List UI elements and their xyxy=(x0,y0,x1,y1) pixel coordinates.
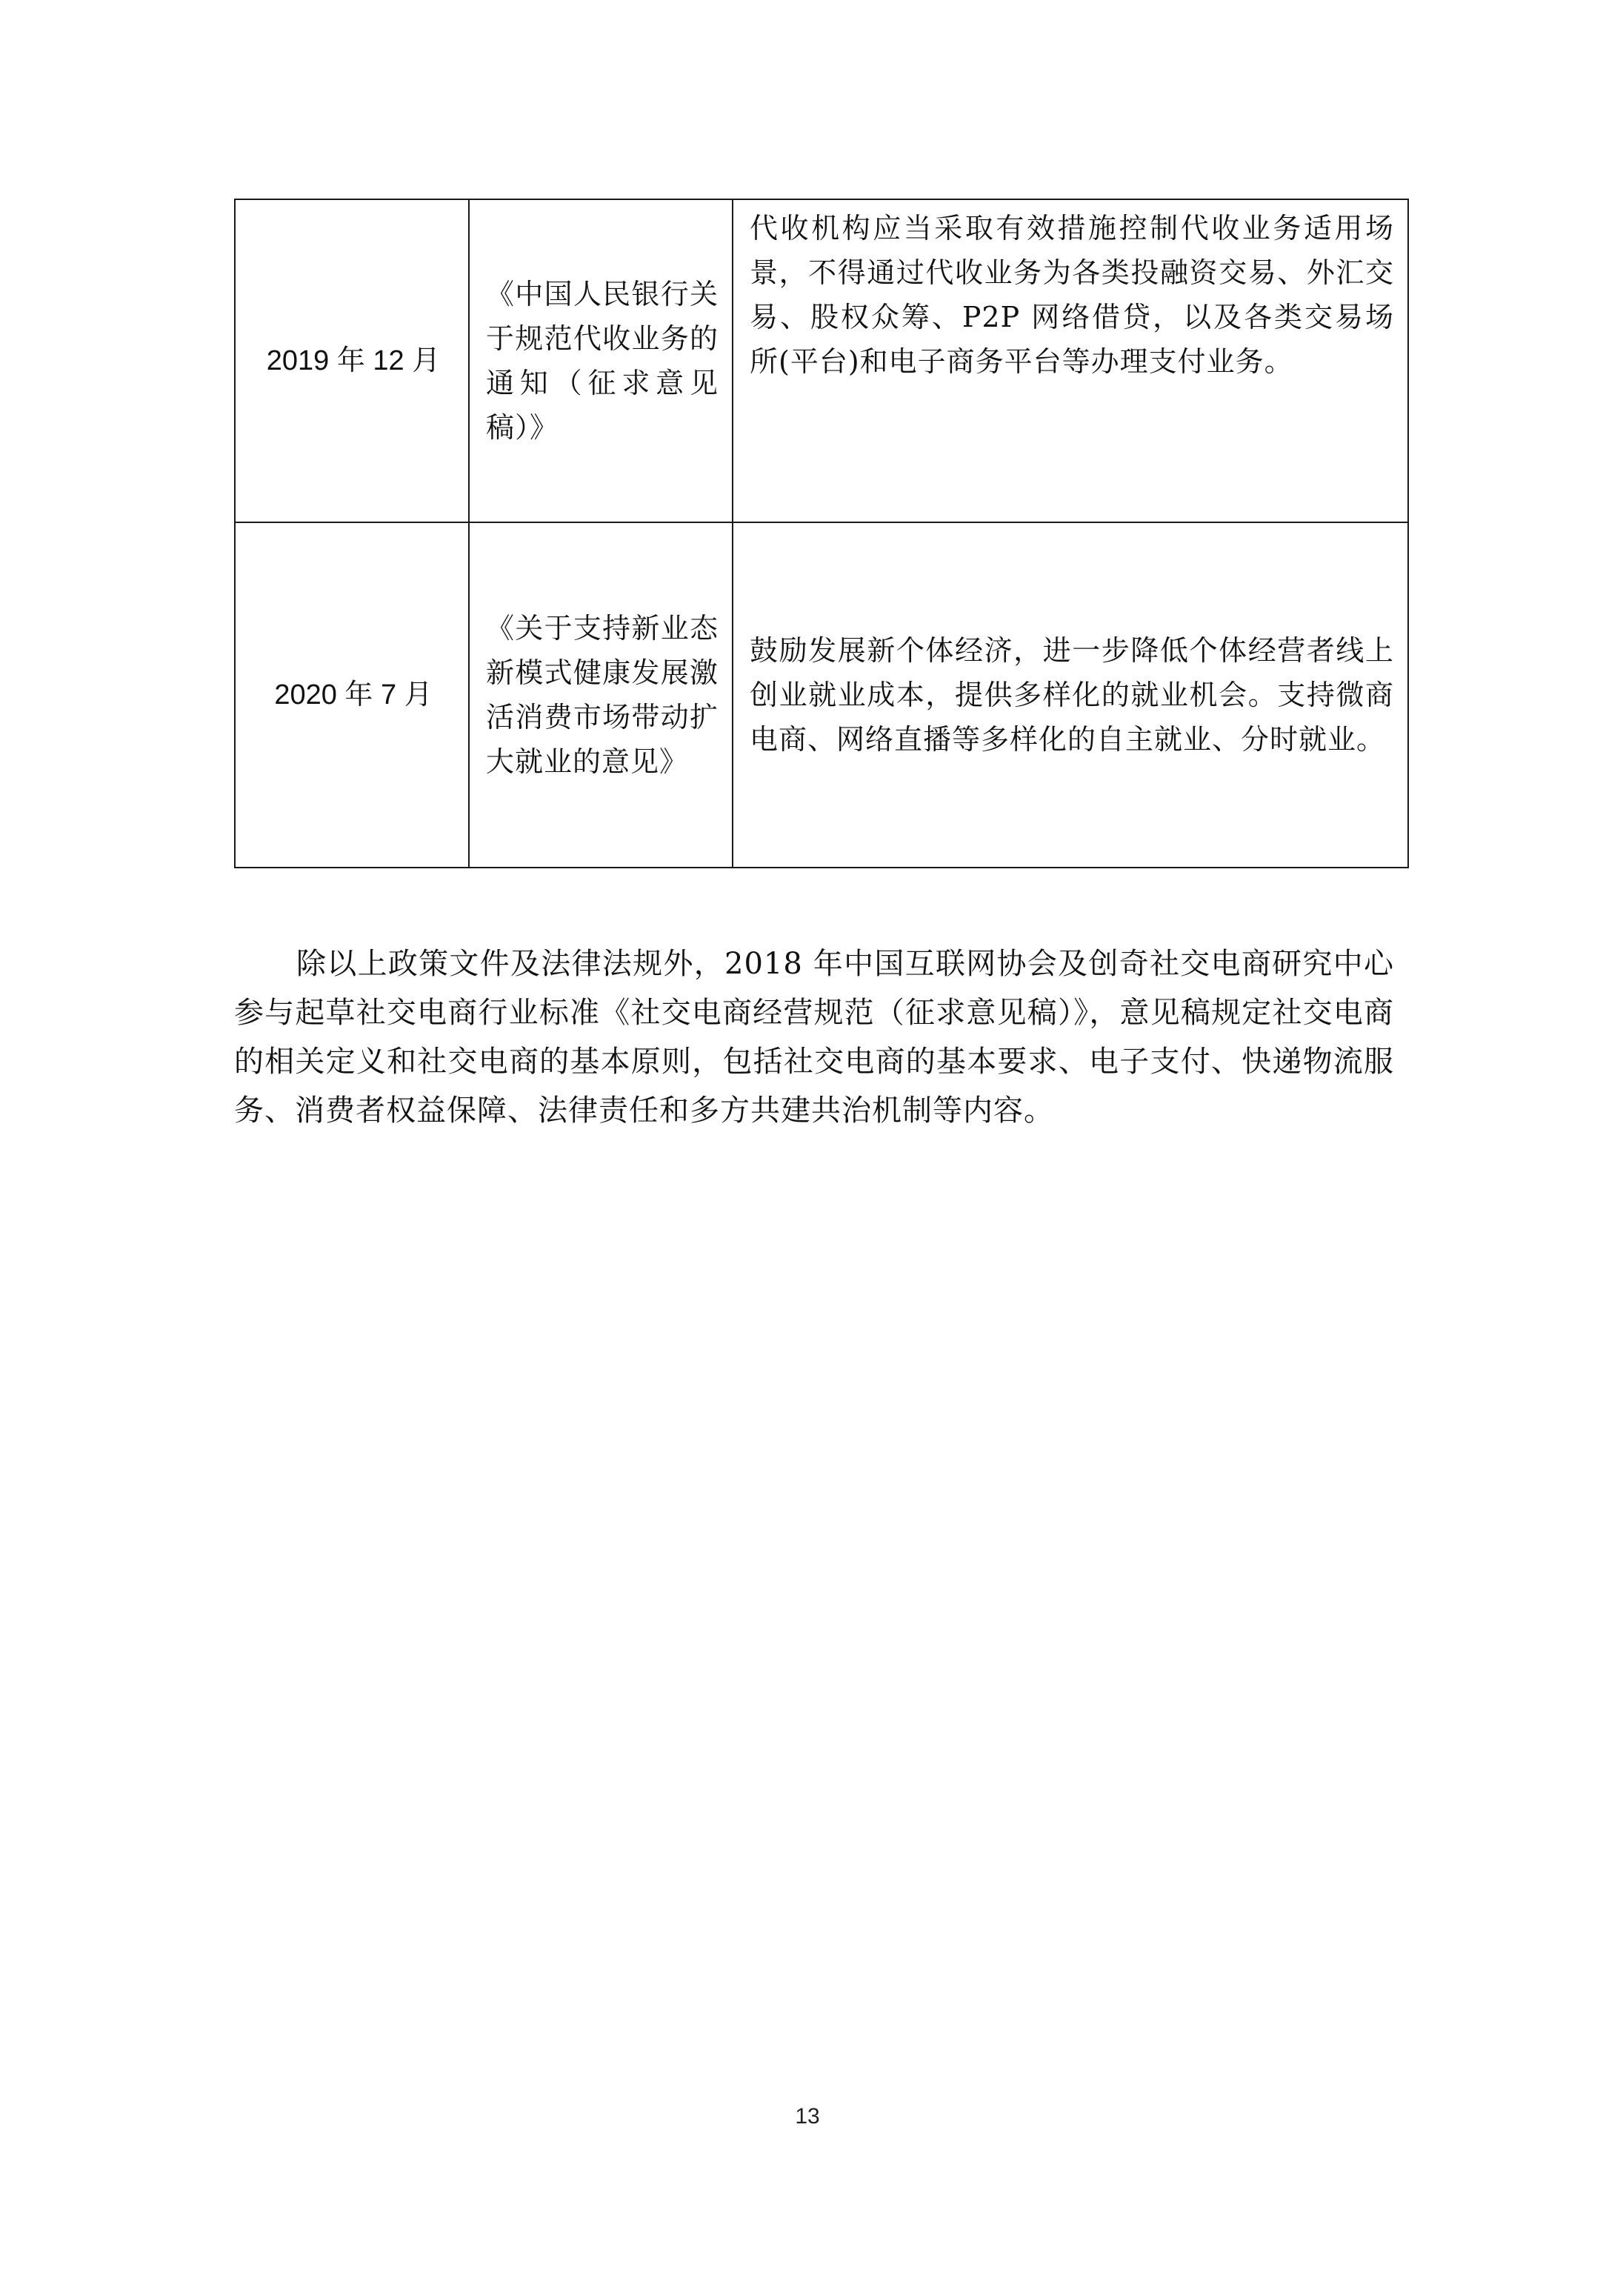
body-paragraph: 除以上政策文件及法律法规外，2018 年中国互联网协会及创奇社交电商研究中心参与起草社交电商行业标准《社交电商经营规范（征求意见稿）》，意见稿规定社交电商的相关定义和社交电商的基本原则，包括社交电商的基本要求、电子支付、快递物流服务、消费者权益保障、法律责任和多方共建共治机制等内容。 xyxy=(234,947,1394,1128)
content-cell: 鼓励发展新个体经济，进一步降低个体经营者线上创业就业成本，提供多样化的就业机会。支持微商电商、网络直播等多样化的自主就业、分时就业。 xyxy=(733,522,1408,868)
content-cell: 代收机构应当采取有效措施控制代收业务适用场景，不得通过代收业务为各类投融资交易、外汇交易、股权众筹、P2P 网络借贷，以及各类交易场所(平台)和电子商务平台等办理支付业务。 xyxy=(733,199,1408,522)
document-title-cell: 《关于支持新业态新模式健康发展激活消费市场带动扩大就业的意见》 xyxy=(469,522,733,868)
table-row xyxy=(235,522,1408,868)
policy-table xyxy=(234,199,1409,868)
document-title-cell: 《中国人民银行关于规范代收业务的通知（征求意见稿）》 xyxy=(469,199,733,522)
date-cell: 2019 年 12 月 xyxy=(235,199,469,522)
page-number: 13 xyxy=(795,2104,820,2129)
table-row xyxy=(235,199,1408,522)
date-cell: 2020 年 7 月 xyxy=(235,522,469,868)
